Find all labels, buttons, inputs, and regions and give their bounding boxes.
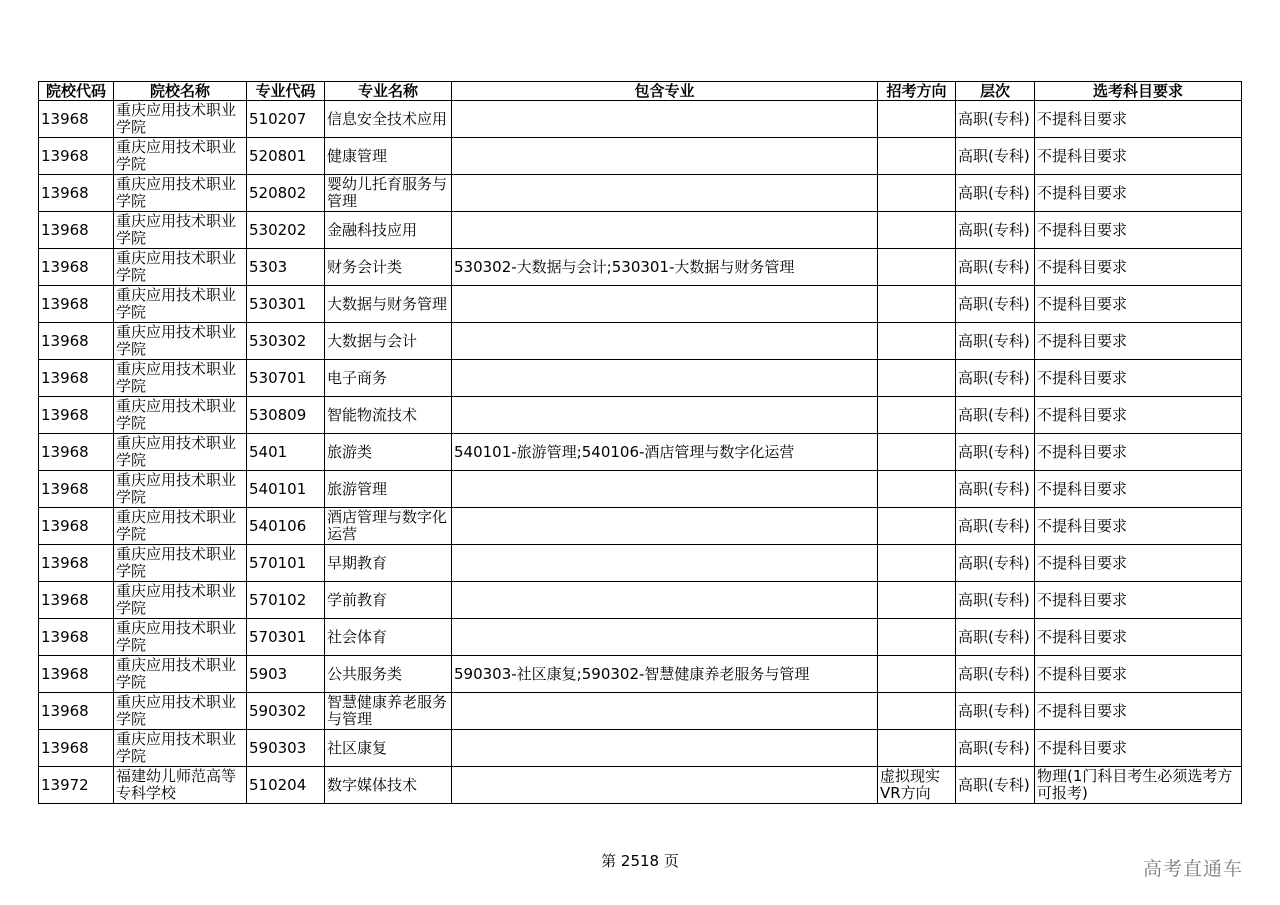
cell-subject-requirement: 不提科目要求 — [1035, 397, 1242, 434]
cell-major-name: 社会体育 — [325, 619, 452, 656]
cell-included-majors — [452, 138, 878, 175]
cell-direction — [878, 656, 956, 693]
cell-major-name: 数字媒体技术 — [325, 767, 452, 804]
header-level: 层次 — [956, 82, 1035, 101]
cell-school-code: 13968 — [39, 360, 114, 397]
table-row — [39, 212, 1242, 249]
cell-major-name: 智能物流技术 — [325, 397, 452, 434]
cell-school-name: 重庆应用技术职业学院 — [114, 397, 247, 434]
cell-subject-requirement: 不提科目要求 — [1035, 212, 1242, 249]
cell-school-code: 13968 — [39, 471, 114, 508]
cell-direction — [878, 619, 956, 656]
cell-subject-requirement: 不提科目要求 — [1035, 730, 1242, 767]
cell-included-majors — [452, 471, 878, 508]
cell-major-code: 5903 — [247, 656, 325, 693]
cell-subject-requirement: 不提科目要求 — [1035, 360, 1242, 397]
cell-major-name: 学前教育 — [325, 582, 452, 619]
cell-school-name: 重庆应用技术职业学院 — [114, 360, 247, 397]
header-row — [39, 82, 1242, 101]
cell-level: 高职(专科) — [956, 730, 1035, 767]
cell-major-name: 社区康复 — [325, 730, 452, 767]
cell-subject-requirement: 不提科目要求 — [1035, 656, 1242, 693]
cell-included-majors — [452, 360, 878, 397]
cell-direction — [878, 175, 956, 212]
cell-subject-requirement: 不提科目要求 — [1035, 693, 1242, 730]
cell-school-code: 13968 — [39, 138, 114, 175]
cell-included-majors — [452, 619, 878, 656]
cell-direction — [878, 693, 956, 730]
cell-direction — [878, 434, 956, 471]
cell-subject-requirement: 不提科目要求 — [1035, 508, 1242, 545]
cell-included-majors: 530302-大数据与会计;530301-大数据与财务管理 — [452, 249, 878, 286]
cell-included-majors — [452, 767, 878, 804]
cell-major-code: 590303 — [247, 730, 325, 767]
cell-school-name: 重庆应用技术职业学院 — [114, 138, 247, 175]
cell-major-name: 健康管理 — [325, 138, 452, 175]
cell-school-name: 重庆应用技术职业学院 — [114, 545, 247, 582]
watermark-logo-text: 高考直通车 — [1143, 858, 1244, 880]
cell-level: 高职(专科) — [956, 767, 1035, 804]
cell-major-name: 旅游管理 — [325, 471, 452, 508]
cell-school-name: 重庆应用技术职业学院 — [114, 101, 247, 138]
table-row — [39, 656, 1242, 693]
cell-major-code: 540101 — [247, 471, 325, 508]
cell-school-name: 重庆应用技术职业学院 — [114, 471, 247, 508]
table-row — [39, 545, 1242, 582]
cell-school-code: 13968 — [39, 323, 114, 360]
header-major-name: 专业名称 — [325, 82, 452, 101]
cell-major-code: 520802 — [247, 175, 325, 212]
cell-major-name: 旅游类 — [325, 434, 452, 471]
table-row — [39, 582, 1242, 619]
cell-level: 高职(专科) — [956, 434, 1035, 471]
table-row — [39, 397, 1242, 434]
table-row — [39, 730, 1242, 767]
cell-subject-requirement: 不提科目要求 — [1035, 249, 1242, 286]
cell-direction — [878, 360, 956, 397]
cell-school-code: 13968 — [39, 730, 114, 767]
cell-school-code: 13968 — [39, 249, 114, 286]
cell-direction — [878, 286, 956, 323]
cell-school-code: 13968 — [39, 397, 114, 434]
cell-included-majors — [452, 582, 878, 619]
cell-direction — [878, 545, 956, 582]
cell-major-name: 大数据与会计 — [325, 323, 452, 360]
cell-major-code: 570301 — [247, 619, 325, 656]
cell-major-name: 公共服务类 — [325, 656, 452, 693]
cell-subject-requirement: 不提科目要求 — [1035, 101, 1242, 138]
cell-level: 高职(专科) — [956, 619, 1035, 656]
cell-direction — [878, 101, 956, 138]
cell-major-name: 信息安全技术应用 — [325, 101, 452, 138]
cell-major-name: 婴幼儿托育服务与管理 — [325, 175, 452, 212]
cell-school-code: 13968 — [39, 101, 114, 138]
cell-included-majors — [452, 175, 878, 212]
cell-major-code: 530302 — [247, 323, 325, 360]
cell-school-name: 重庆应用技术职业学院 — [114, 656, 247, 693]
table-row — [39, 619, 1242, 656]
cell-school-name: 重庆应用技术职业学院 — [114, 693, 247, 730]
cell-major-code: 510207 — [247, 101, 325, 138]
cell-direction: 虚拟现实VR方向 — [878, 767, 956, 804]
cell-school-code: 13968 — [39, 656, 114, 693]
header-school-name: 院校名称 — [114, 82, 247, 101]
cell-included-majors — [452, 693, 878, 730]
cell-subject-requirement: 物理(1门科目考生必须选考方可报考) — [1035, 767, 1242, 804]
cell-major-name: 智慧健康养老服务与管理 — [325, 693, 452, 730]
cell-subject-requirement: 不提科目要求 — [1035, 471, 1242, 508]
cell-school-code: 13972 — [39, 767, 114, 804]
cell-school-name: 重庆应用技术职业学院 — [114, 249, 247, 286]
cell-school-name: 重庆应用技术职业学院 — [114, 212, 247, 249]
table-row — [39, 434, 1242, 471]
cell-school-name: 重庆应用技术职业学院 — [114, 619, 247, 656]
table-row — [39, 693, 1242, 730]
cell-direction — [878, 730, 956, 767]
cell-major-code: 530701 — [247, 360, 325, 397]
cell-subject-requirement: 不提科目要求 — [1035, 175, 1242, 212]
cell-level: 高职(专科) — [956, 471, 1035, 508]
table-row — [39, 175, 1242, 212]
cell-major-name: 酒店管理与数字化运营 — [325, 508, 452, 545]
cell-major-code: 5401 — [247, 434, 325, 471]
cell-included-majors — [452, 101, 878, 138]
cell-included-majors: 590303-社区康复;590302-智慧健康养老服务与管理 — [452, 656, 878, 693]
cell-major-name: 金融科技应用 — [325, 212, 452, 249]
cell-major-name: 早期教育 — [325, 545, 452, 582]
cell-major-name: 大数据与财务管理 — [325, 286, 452, 323]
header-subject-requirement: 选考科目要求 — [1035, 82, 1242, 101]
cell-school-name: 重庆应用技术职业学院 — [114, 434, 247, 471]
table-row — [39, 286, 1242, 323]
cell-major-code: 570101 — [247, 545, 325, 582]
cell-school-code: 13968 — [39, 434, 114, 471]
cell-included-majors — [452, 730, 878, 767]
cell-level: 高职(专科) — [956, 212, 1035, 249]
cell-major-code: 5303 — [247, 249, 325, 286]
table-row — [39, 249, 1242, 286]
cell-major-code: 530301 — [247, 286, 325, 323]
cell-level: 高职(专科) — [956, 545, 1035, 582]
header-school-code: 院校代码 — [39, 82, 114, 101]
cell-direction — [878, 212, 956, 249]
cell-included-majors — [452, 286, 878, 323]
cell-school-name: 重庆应用技术职业学院 — [114, 582, 247, 619]
cell-level: 高职(专科) — [956, 138, 1035, 175]
cell-included-majors — [452, 212, 878, 249]
cell-level: 高职(专科) — [956, 360, 1035, 397]
cell-direction — [878, 323, 956, 360]
cell-school-name: 福建幼儿师范高等专科学校 — [114, 767, 247, 804]
cell-level: 高职(专科) — [956, 249, 1035, 286]
cell-direction — [878, 138, 956, 175]
cell-included-majors — [452, 397, 878, 434]
table-row — [39, 101, 1242, 138]
cell-school-code: 13968 — [39, 619, 114, 656]
header-major-code: 专业代码 — [247, 82, 325, 101]
table-row — [39, 767, 1242, 804]
cell-direction — [878, 582, 956, 619]
cell-major-name: 财务会计类 — [325, 249, 452, 286]
admission-table — [38, 81, 1242, 804]
cell-school-name: 重庆应用技术职业学院 — [114, 730, 247, 767]
cell-included-majors — [452, 545, 878, 582]
cell-major-code: 530809 — [247, 397, 325, 434]
cell-school-name: 重庆应用技术职业学院 — [114, 286, 247, 323]
cell-school-code: 13968 — [39, 582, 114, 619]
cell-subject-requirement: 不提科目要求 — [1035, 138, 1242, 175]
cell-school-name: 重庆应用技术职业学院 — [114, 175, 247, 212]
cell-school-name: 重庆应用技术职业学院 — [114, 508, 247, 545]
cell-school-code: 13968 — [39, 693, 114, 730]
cell-included-majors — [452, 508, 878, 545]
cell-level: 高职(专科) — [956, 175, 1035, 212]
cell-school-name: 重庆应用技术职业学院 — [114, 323, 247, 360]
cell-subject-requirement: 不提科目要求 — [1035, 323, 1242, 360]
cell-level: 高职(专科) — [956, 508, 1035, 545]
cell-school-code: 13968 — [39, 175, 114, 212]
cell-level: 高职(专科) — [956, 693, 1035, 730]
cell-direction — [878, 508, 956, 545]
cell-subject-requirement: 不提科目要求 — [1035, 545, 1242, 582]
cell-included-majors: 540101-旅游管理;540106-酒店管理与数字化运营 — [452, 434, 878, 471]
table-row — [39, 508, 1242, 545]
cell-major-code: 510204 — [247, 767, 325, 804]
cell-level: 高职(专科) — [956, 582, 1035, 619]
cell-level: 高职(专科) — [956, 656, 1035, 693]
header-included-majors: 包含专业 — [452, 82, 878, 101]
cell-school-code: 13968 — [39, 212, 114, 249]
cell-direction — [878, 471, 956, 508]
cell-major-code: 540106 — [247, 508, 325, 545]
cell-major-code: 530202 — [247, 212, 325, 249]
cell-school-code: 13968 — [39, 508, 114, 545]
cell-subject-requirement: 不提科目要求 — [1035, 582, 1242, 619]
cell-direction — [878, 397, 956, 434]
cell-major-code: 520801 — [247, 138, 325, 175]
table-row — [39, 323, 1242, 360]
cell-subject-requirement: 不提科目要求 — [1035, 286, 1242, 323]
cell-level: 高职(专科) — [956, 323, 1035, 360]
table-row — [39, 471, 1242, 508]
page-number: 第 2518 页 — [601, 852, 679, 870]
cell-school-code: 13968 — [39, 286, 114, 323]
cell-subject-requirement: 不提科目要求 — [1035, 434, 1242, 471]
cell-level: 高职(专科) — [956, 286, 1035, 323]
cell-major-code: 590302 — [247, 693, 325, 730]
cell-level: 高职(专科) — [956, 101, 1035, 138]
cell-included-majors — [452, 323, 878, 360]
cell-school-code: 13968 — [39, 545, 114, 582]
header-direction: 招考方向 — [878, 82, 956, 101]
cell-major-name: 电子商务 — [325, 360, 452, 397]
cell-direction — [878, 249, 956, 286]
cell-major-code: 570102 — [247, 582, 325, 619]
cell-level: 高职(专科) — [956, 397, 1035, 434]
cell-subject-requirement: 不提科目要求 — [1035, 619, 1242, 656]
table-row — [39, 360, 1242, 397]
table-row — [39, 138, 1242, 175]
